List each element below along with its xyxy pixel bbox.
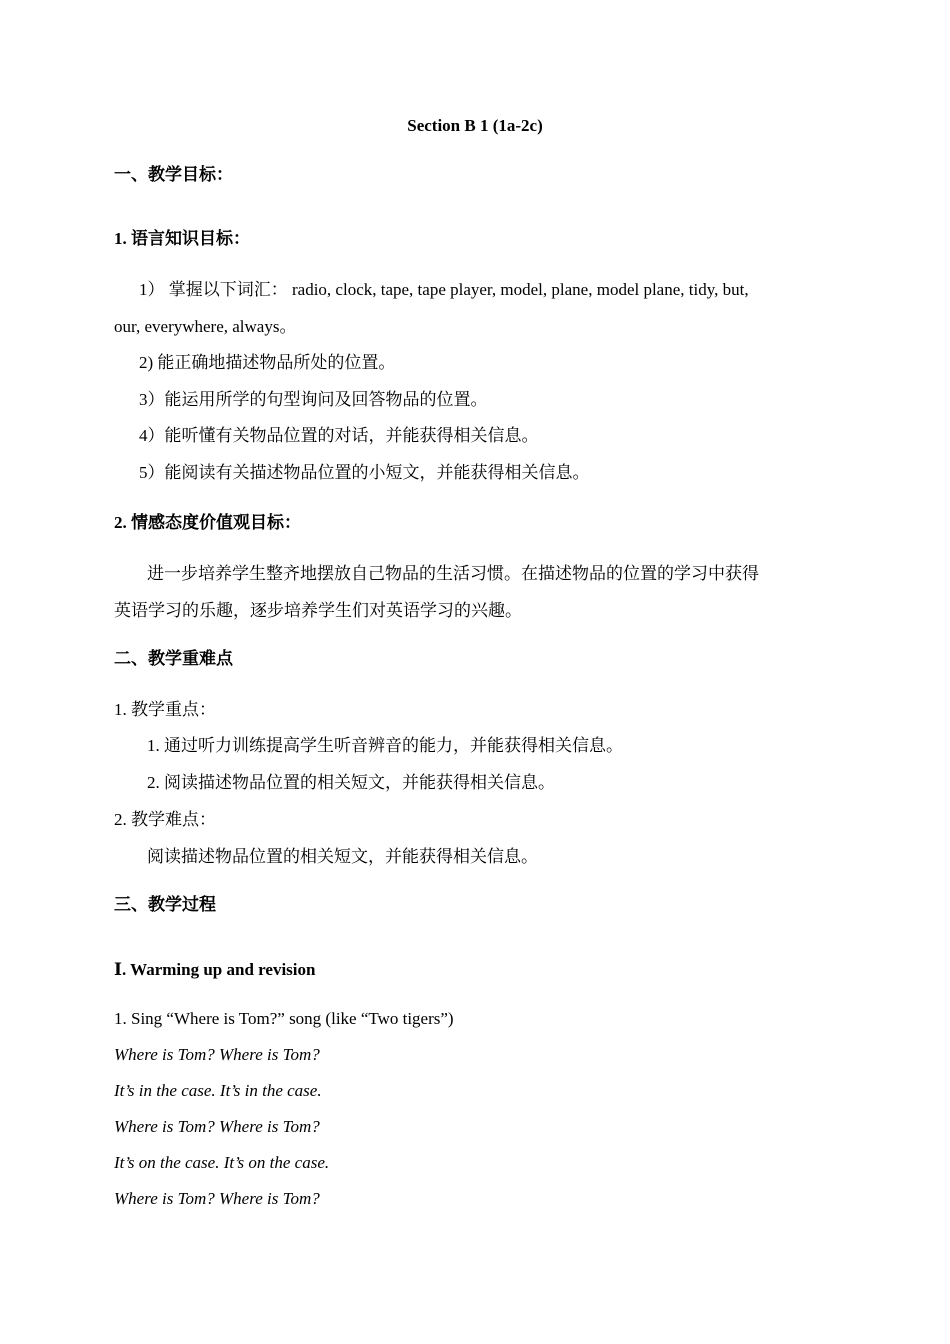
language-item-4: 4）能听懂有关物品位置的对话，并能获得相关信息。 <box>139 426 539 445</box>
sing-instruction: 1. Sing “Where is Tom?” song (like “Two tigers”) <box>114 1009 454 1028</box>
lyric-line-5: Where is Tom? Where is Tom? <box>114 1189 320 1208</box>
language-item-3: 3）能运用所学的句型询问及回答物品的位置。 <box>139 390 488 409</box>
difficult-point-1: 阅读描述物品位置的相关短文，并能获得相关信息。 <box>147 847 538 866</box>
heading-teaching-process: 三、教学过程 <box>114 895 216 914</box>
heading-warming-up: Ⅰ. Warming up and revision <box>114 960 316 979</box>
lyric-line-1: Where is Tom? Where is Tom? <box>114 1045 320 1064</box>
heading-objectives: 一、教学目标： <box>114 165 233 184</box>
lyric-line-2: It’s in the case. It’s in the case. <box>114 1081 322 1100</box>
lyric-line-4: It’s on the case. It’s on the case. <box>114 1153 330 1172</box>
emotion-paragraph-line-2: 英语学习的乐趣，逐步培养学生们对英语学习的兴趣。 <box>114 601 522 620</box>
heading-emotion-objectives: 2. 情感态度价值观目标： <box>114 513 301 532</box>
language-item-5: 5）能阅读有关描述物品位置的小短文，并能获得相关信息。 <box>139 463 590 482</box>
key-point-2: 2. 阅读描述物品位置的相关短文，并能获得相关信息。 <box>147 773 555 792</box>
language-item-1-line-2: our, everywhere, always。 <box>114 317 297 336</box>
document-title: Section B 1 (1a-2c) <box>407 116 543 135</box>
heading-key-difficult-points: 二、教学重难点 <box>114 649 233 668</box>
heading-language-objectives: 1. 语言知识目标： <box>114 229 250 248</box>
language-item-1-line-1: 1） 掌握以下词汇： radio, clock, tape, tape player, model, plane, model plane, tidy, but, <box>139 280 749 299</box>
lyric-line-3: Where is Tom? Where is Tom? <box>114 1117 320 1136</box>
key-point-1: 1. 通过听力训练提高学生听音辨音的能力，并能获得相关信息。 <box>147 736 623 755</box>
language-item-2: 2) 能正确地描述物品所处的位置。 <box>139 353 396 372</box>
difficult-points-label: 2. 教学难点： <box>114 810 216 829</box>
key-points-label: 1. 教学重点： <box>114 700 216 719</box>
emotion-paragraph-line-1: 进一步培养学生整齐地摆放自己物品的生活习惯。在描述物品的位置的学习中获得 <box>147 564 759 583</box>
